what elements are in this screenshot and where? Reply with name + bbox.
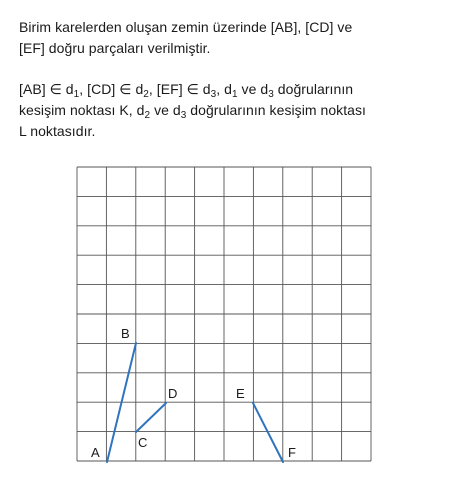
point-label-f: F bbox=[288, 445, 296, 460]
subscript: 1 bbox=[231, 89, 238, 100]
segment-ef bbox=[253, 403, 283, 462]
point-label-d: D bbox=[168, 386, 178, 401]
subscript: 1 bbox=[73, 89, 80, 100]
point-label-b: B bbox=[121, 326, 130, 341]
subscript: 2 bbox=[143, 89, 149, 100]
text-d: , d bbox=[216, 81, 232, 97]
text-ab-in-d: [AB] ∈ d bbox=[19, 81, 74, 97]
segment-cd bbox=[136, 403, 166, 432]
point-label-e: E bbox=[236, 386, 245, 401]
subscript: 3 bbox=[210, 89, 217, 100]
text-cd-in-d: , [CD] ∈ d bbox=[79, 81, 144, 97]
unit-grid bbox=[77, 167, 371, 461]
text-kesisim-k: kesişim noktası K, d bbox=[19, 102, 145, 118]
text-ef-in-d: , [EF] ∈ d bbox=[148, 81, 211, 97]
text-ve-d: ve d bbox=[237, 81, 269, 97]
statement-line-1: Birim karelerden oluşan zemin üzerinde [AB], [CD] ve bbox=[19, 19, 353, 35]
text-kesisim-noktasi: doğrularının kesişim noktası bbox=[186, 102, 367, 118]
text-dogrularinin: doğrularının bbox=[273, 81, 354, 97]
text-ve-d: ve d bbox=[150, 102, 181, 118]
subscript: 3 bbox=[268, 89, 274, 100]
statement-line-2: [EF] doğru parçaları verilmiştir. bbox=[19, 40, 211, 56]
point-label-c: C bbox=[138, 435, 148, 450]
point-label-a: A bbox=[91, 445, 100, 460]
point-labels bbox=[91, 326, 296, 460]
subscript: 2 bbox=[144, 110, 151, 121]
subscript: 3 bbox=[180, 110, 187, 121]
conditions-line-3: L noktasıdır. bbox=[19, 123, 96, 139]
